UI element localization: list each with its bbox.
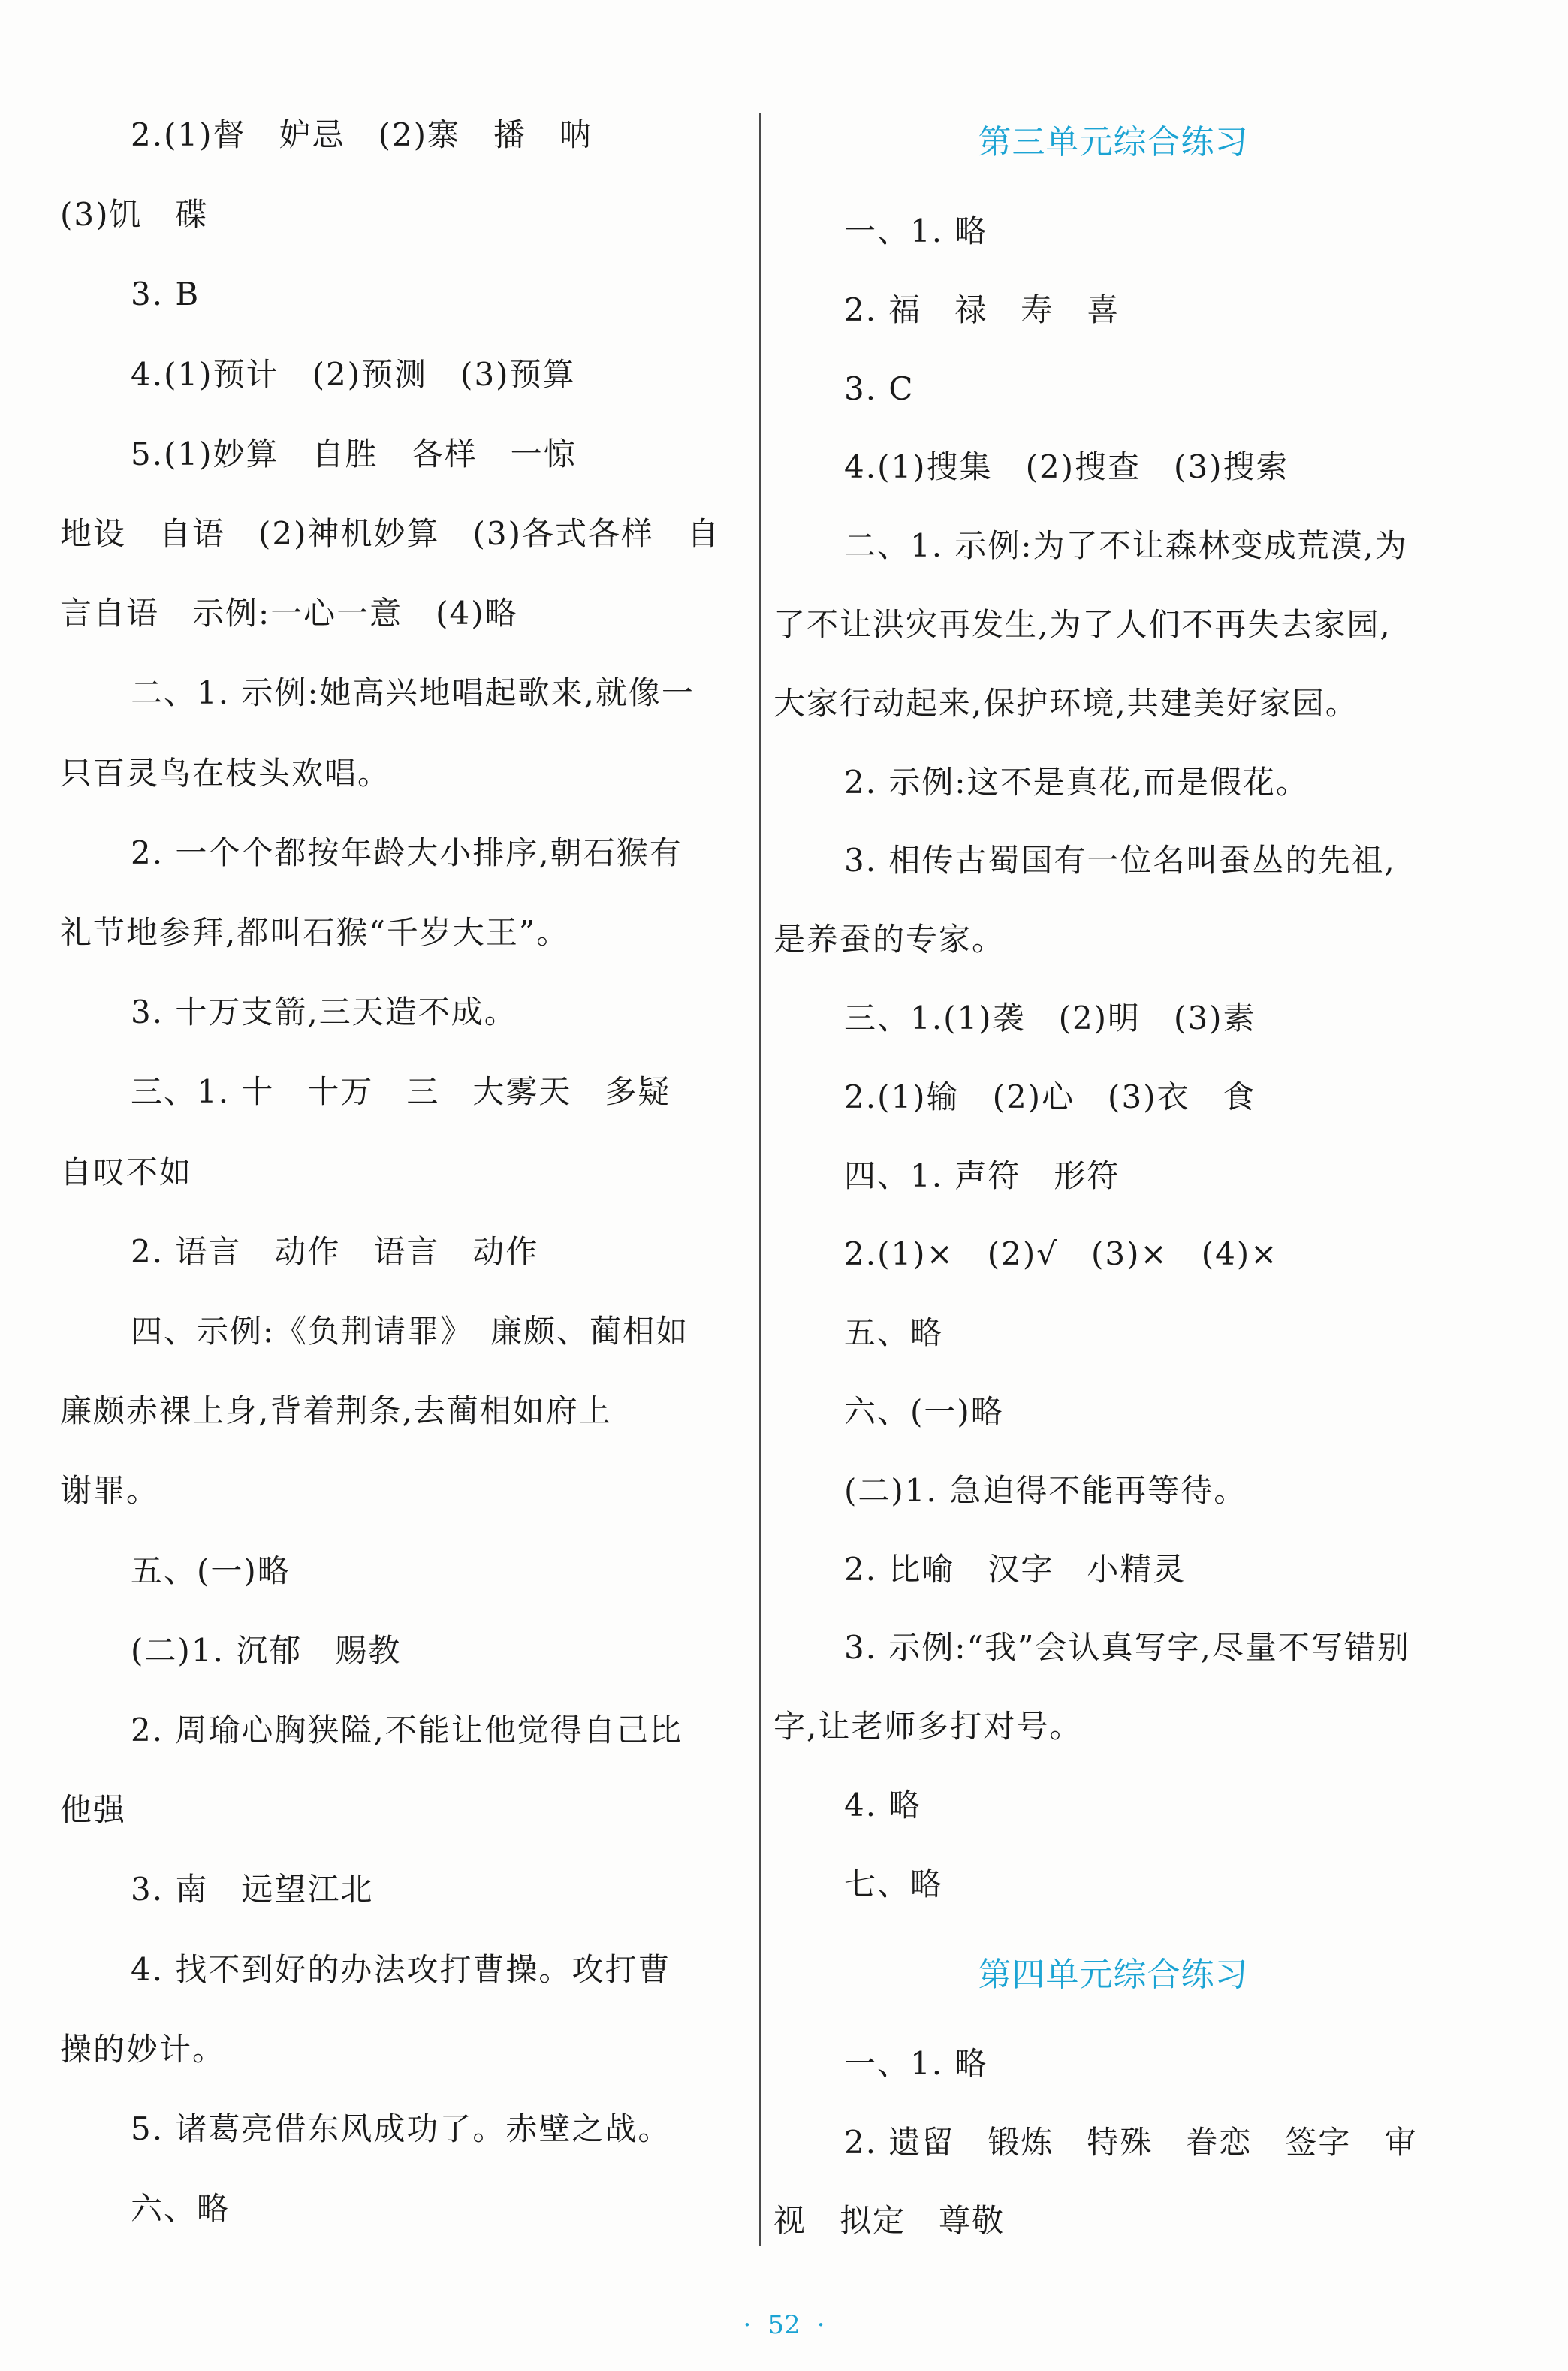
answer-line: 四、示例:《负荆请罪》 廉颇、蔺相如 bbox=[131, 1313, 689, 1350]
answer-line: 只百灵鸟在枝头欢唱。 bbox=[60, 754, 391, 792]
answer-line: 2. 一个个都按年龄大小排序,朝石猴有 bbox=[131, 834, 683, 871]
answer-line: 三、1.(1)袭 (2)明 (3)素 bbox=[844, 1000, 1256, 1036]
page-number-dot-right: · bbox=[816, 2310, 825, 2340]
answer-line: 5. 诸葛亮借东风成功了。赤壁之战。 bbox=[131, 2110, 671, 2147]
answer-line: 2. 福 禄 寿 喜 bbox=[844, 291, 1120, 328]
answer-line: 4. 略 bbox=[844, 1787, 922, 1823]
answer-line: 2.(1)输 (2)心 (3)衣 食 bbox=[844, 1078, 1256, 1115]
answer-line: 4.(1)预计 (2)预测 (3)预算 bbox=[131, 355, 576, 393]
answer-line: 五、略 bbox=[844, 1314, 944, 1352]
answer-line: 3. 相传古蜀国有一位名叫蚕丛的先祖, bbox=[844, 842, 1396, 879]
answer-line: 3. 十万支箭,三天造不成。 bbox=[131, 994, 517, 1031]
answer-line: 地设 自语 (2)神机妙算 (3)各式各样 自 bbox=[60, 515, 720, 552]
answer-line: 3. B bbox=[131, 276, 201, 313]
answer-line: 2. 语言 动作 语言 动作 bbox=[131, 1232, 539, 1270]
answer-line: 二、1. 示例:她高兴地唱起歌来,就像一 bbox=[131, 674, 695, 712]
answer-line: 六、(一)略 bbox=[844, 1393, 1004, 1430]
answer-line: 六、略 bbox=[131, 2190, 231, 2228]
section-title-unit4: 第四单元综合练习 bbox=[978, 1956, 1249, 1994]
answer-line: 大家行动起来,保护环境,共建美好家园。 bbox=[773, 684, 1358, 722]
answer-line: 2. 比喻 汉字 小精灵 bbox=[844, 1550, 1187, 1588]
answer-line: 二、1. 示例:为了不让森林变成荒漠,为 bbox=[844, 527, 1408, 565]
answer-line: 五、(一)略 bbox=[131, 1552, 291, 1589]
answer-line: 字,让老师多打对号。 bbox=[773, 1708, 1083, 1745]
page-number bbox=[0, 2303, 1568, 2348]
answer-line: 了不让洪灾再发生,为了人们不再失去家园, bbox=[773, 606, 1392, 643]
page-number-dot-left: · bbox=[743, 2310, 752, 2340]
answer-line: (3)饥 碟 bbox=[60, 196, 209, 234]
column-divider bbox=[759, 113, 761, 2246]
answer-line: 自叹不如 bbox=[60, 1153, 193, 1190]
answer-line: 2.(1)督 妒忌 (2)寨 播 呐 bbox=[131, 116, 593, 153]
answer-line: 操的妙计。 bbox=[60, 2030, 226, 2068]
page-number-value: 52 bbox=[767, 2310, 801, 2340]
answer-line: 5.(1)妙算 自胜 各样 一惊 bbox=[131, 435, 577, 472]
answer-line: 2.(1)× (2)√ (3)× (4)× bbox=[844, 1235, 1279, 1273]
answer-line: 3. 示例:“我”会认真写字,尽量不写错别 bbox=[844, 1629, 1410, 1667]
answer-line: 四、1. 声符 形符 bbox=[844, 1157, 1120, 1194]
answer-line: 言自语 示例:一心一意 (4)略 bbox=[60, 595, 518, 632]
answer-line: 4.(1)搜集 (2)搜查 (3)搜索 bbox=[844, 448, 1289, 486]
answer-line: 2. 遗留 锻炼 特殊 眷恋 签字 审 bbox=[844, 2123, 1418, 2161]
answer-line: 一、1. 略 bbox=[844, 2045, 988, 2082]
answer-line: 礼节地参拜,都叫石猴“千岁大王”。 bbox=[60, 914, 570, 951]
answer-line: 廉颇赤裸上身,背着荆条,去蔺相如府上 bbox=[60, 1392, 612, 1430]
answer-line: (二)1. 沉郁 赐教 bbox=[131, 1631, 402, 1669]
answer-line: 3. C bbox=[844, 370, 915, 407]
answer-line: (二)1. 急迫得不能再等待。 bbox=[844, 1471, 1247, 1509]
answer-line: 一、1. 略 bbox=[844, 213, 988, 249]
answer-line: 3. 南 远望江北 bbox=[131, 1871, 374, 1908]
answer-line: 是养蚕的专家。 bbox=[773, 921, 1006, 958]
answer-line: 谢罪。 bbox=[60, 1472, 160, 1510]
answer-line: 三、1. 十 十万 三 大雾天 多疑 bbox=[131, 1073, 671, 1111]
answer-line: 视 拟定 尊敬 bbox=[773, 2202, 1006, 2239]
section-title-unit3: 第三单元综合练习 bbox=[978, 123, 1249, 161]
answer-line: 2. 示例:这不是真花,而是假花。 bbox=[844, 763, 1309, 801]
answer-line: 4. 找不到好的办法攻打曹操。攻打曹 bbox=[131, 1950, 671, 1988]
answer-line: 他强 bbox=[60, 1791, 127, 1829]
answer-line: 七、略 bbox=[844, 1865, 944, 1902]
answer-line: 2. 周瑜心胸狭隘,不能让他觉得自己比 bbox=[131, 1712, 683, 1748]
